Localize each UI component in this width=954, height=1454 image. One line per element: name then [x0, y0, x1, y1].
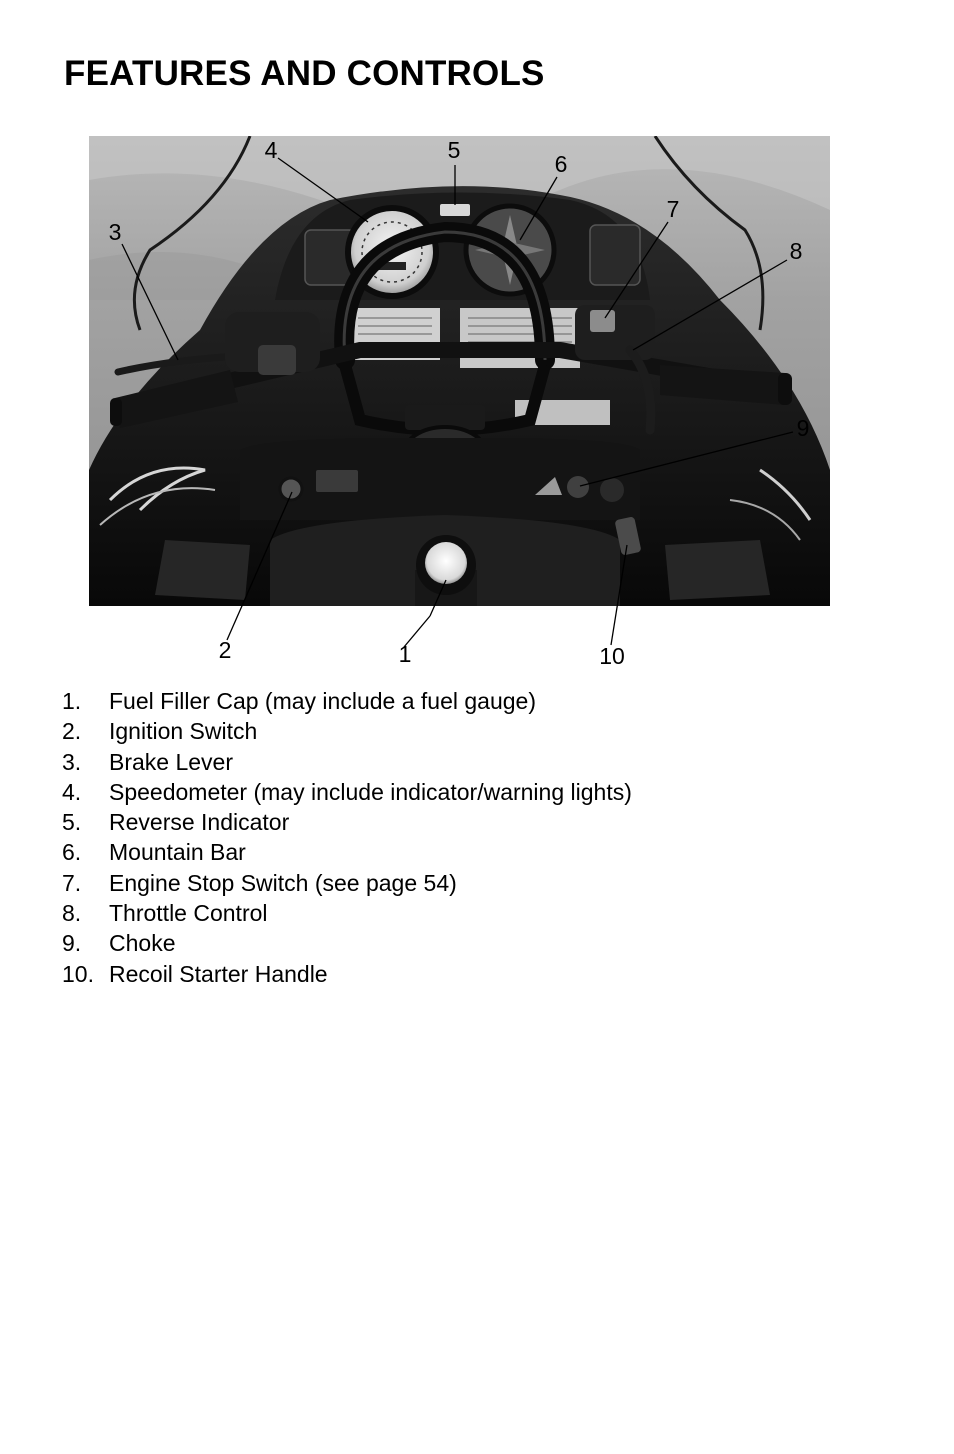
callout-2: 2: [218, 637, 232, 663]
list-item-label: Fuel Filler Cap (may include a fuel gauge): [109, 688, 536, 714]
list-item-number: 4.: [62, 778, 82, 805]
list-item-number: 10.: [62, 960, 94, 987]
list-item-label: Brake Lever: [109, 748, 234, 775]
list-item-label: Throttle Control: [109, 900, 268, 927]
list-item-number: 7.: [62, 869, 82, 896]
list-item-number: 1.: [62, 688, 82, 714]
list-item-number: 3.: [62, 748, 82, 775]
list-item: [62, 868, 632, 898]
snowmobile-controls-figure: [0, 0, 954, 680]
list-item-label: Choke: [109, 930, 176, 957]
list-item: [62, 686, 632, 716]
callout-4: 4: [264, 137, 278, 163]
list-item: [62, 898, 632, 928]
list-item-label: Reverse Indicator: [109, 809, 290, 836]
list-item-number: 6.: [62, 839, 82, 866]
callout-10: 10: [599, 643, 625, 669]
list-item: [62, 777, 632, 807]
list-item: [62, 807, 632, 837]
list-item-number: 5.: [62, 809, 82, 836]
list-item-label: Recoil Starter Handle: [109, 960, 328, 987]
list-item-label: Mountain Bar: [109, 839, 246, 866]
list-item: [62, 747, 632, 777]
list-item-label: Speedometer (may include indicator/warning lights): [109, 778, 632, 805]
list-item-label: Ignition Switch: [109, 718, 258, 745]
callout-9: 9: [796, 415, 810, 441]
list-item-number: 9.: [62, 930, 82, 957]
callout-8: 8: [789, 238, 803, 264]
callout-5: 5: [447, 137, 461, 163]
photo-area: [89, 136, 830, 606]
parts-list: [62, 686, 632, 989]
callout-3: 3: [108, 219, 122, 245]
callout-6: 6: [554, 151, 568, 177]
list-item-label: Engine Stop Switch (see page 54): [109, 869, 457, 896]
page-title: FEATURES AND CONTROLS: [64, 54, 545, 93]
callout-1: 1: [398, 641, 412, 667]
list-item: [62, 928, 632, 958]
callout-7: 7: [666, 196, 680, 222]
list-item: [62, 837, 632, 867]
list-item-number: 2.: [62, 718, 82, 745]
snowmobile-photo-illustration: [0, 0, 954, 680]
list-item: [62, 716, 632, 746]
list-item-number: 8.: [62, 900, 82, 927]
list-item: [62, 959, 632, 989]
